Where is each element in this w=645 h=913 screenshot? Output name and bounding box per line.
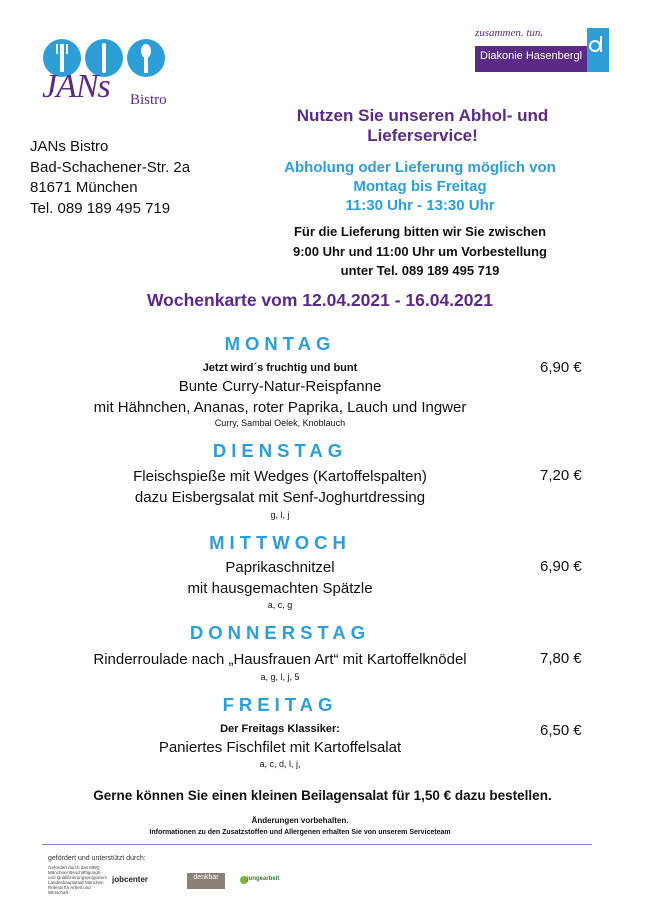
promo-subtitle: [255, 158, 585, 215]
address-line: Tel. 089 189 495 719: [30, 199, 171, 217]
week-title: Wochenkarte vom 12.04.2021 - 16.04.2021: [146, 290, 493, 310]
dish-intro: Jetzt wird´s fruchtig und bunt: [202, 362, 358, 374]
day-heading-tuesday: DIENSTAG: [212, 440, 348, 461]
dish-line: Paprikaschnitzel: [225, 559, 335, 576]
address-line: Bad-Schachener-Str. 2a: [30, 158, 191, 176]
promo-title: [270, 106, 575, 146]
promo-note-line: unter Tel. 089 189 495 719: [340, 263, 500, 278]
address-block: [30, 137, 190, 219]
sponsor-denkbar-logo: denkbar: [187, 873, 225, 889]
dish-line: mit hausgemachten Spätzle: [187, 580, 373, 597]
footer-divider: [42, 844, 592, 845]
allergens: a, c, d, l, j,: [259, 759, 301, 769]
promo-subtitle-line: 11:30 Uhr - 13:30 Uhr: [345, 197, 495, 214]
promo-title-line: Lieferservice!: [367, 126, 478, 145]
address-line: 81671 München: [30, 179, 138, 196]
partner-name: Diakonie Hasenbergl: [480, 50, 583, 62]
price: 6,90 €: [540, 359, 582, 376]
diakonie-mark-icon: [587, 28, 609, 72]
sponsor-mbq-text: Gefördert durch das MBQ Münchner Beschäftigungs- und Qualifizierungsprogramm Landeshauptstadt München Referat für Arbeit und Wirtschaft: [48, 865, 108, 895]
price: 6,90 €: [540, 558, 582, 575]
changes-note: Änderungen vorbehalten.: [251, 816, 349, 825]
sponsor-jobcenter-logo: jobcenter: [112, 875, 149, 884]
promo-subtitle-line: Montag bis Freitag: [353, 178, 487, 195]
price: 7,20 €: [540, 467, 582, 484]
dish-line: Paniertes Fischfilet mit Kartoffelsalat: [158, 739, 402, 756]
allergens: a, c, g: [267, 600, 293, 610]
sponsor-label: gefördert und unterstützt durch:: [48, 855, 146, 862]
logo-wordmark: JANs: [42, 68, 110, 105]
promo-subtitle-line: Abholung oder Lieferung möglich von: [284, 159, 556, 176]
dish-line: mit Hähnchen, Ananas, roter Paprika, Lauch und Ingwer: [93, 399, 467, 416]
price: 6,50 €: [540, 722, 582, 739]
day-heading-thursday: DONNERSTAG: [189, 622, 371, 643]
allergens: a, g, l, j, 5: [260, 672, 300, 682]
sponsor-jungearbeit-logo: jungearbeit: [247, 876, 280, 882]
partner-tagline: zusammen. tun.: [475, 27, 544, 39]
dish-intro: Der Freitags Klassiker:: [220, 723, 340, 735]
promo-note-line: Für die Lieferung bitten wir Sie zwischen: [293, 224, 547, 239]
promo-title-line: Nutzen Sie unseren Abhol- und: [296, 106, 549, 125]
dish-line: Bunte Curry-Natur-Reispfanne: [178, 378, 382, 395]
allergens: Curry, Sambal Oelek, Knoblauch: [214, 418, 346, 428]
day-heading-friday: FREITAG: [222, 694, 338, 715]
promo-note-line: 9:00 Uhr und 11:00 Uhr um Vorbestellung: [292, 243, 548, 259]
dish-line: dazu Eisbergsalat mit Senf-Joghurtdressing: [134, 489, 426, 506]
day-heading-wednesday: MITTWOCH: [209, 532, 351, 553]
dish-line: Fleischspieße mit Wedges (Kartoffelspalten): [133, 468, 427, 485]
side-salad-note: Gerne können Sie einen kleinen Beilagensalat für 1,50 € dazu bestellen.: [93, 788, 552, 803]
address-line: JANs Bistro: [30, 138, 109, 155]
promo-note: [255, 222, 585, 281]
logo-suffix: Bistro: [130, 92, 167, 108]
allergens: g, l, j: [270, 510, 290, 520]
price: 7,80 €: [540, 650, 582, 667]
dish-line: Rinderroulade nach „Hausfrauen Art“ mit Kartoffelknödel: [93, 651, 467, 668]
day-heading-monday: MONTAG: [224, 333, 336, 354]
allergen-info-note: Informationen zu den Zusatzstoffen und Allergenen erhalten Sie von unserem Serviceteam: [149, 829, 451, 836]
